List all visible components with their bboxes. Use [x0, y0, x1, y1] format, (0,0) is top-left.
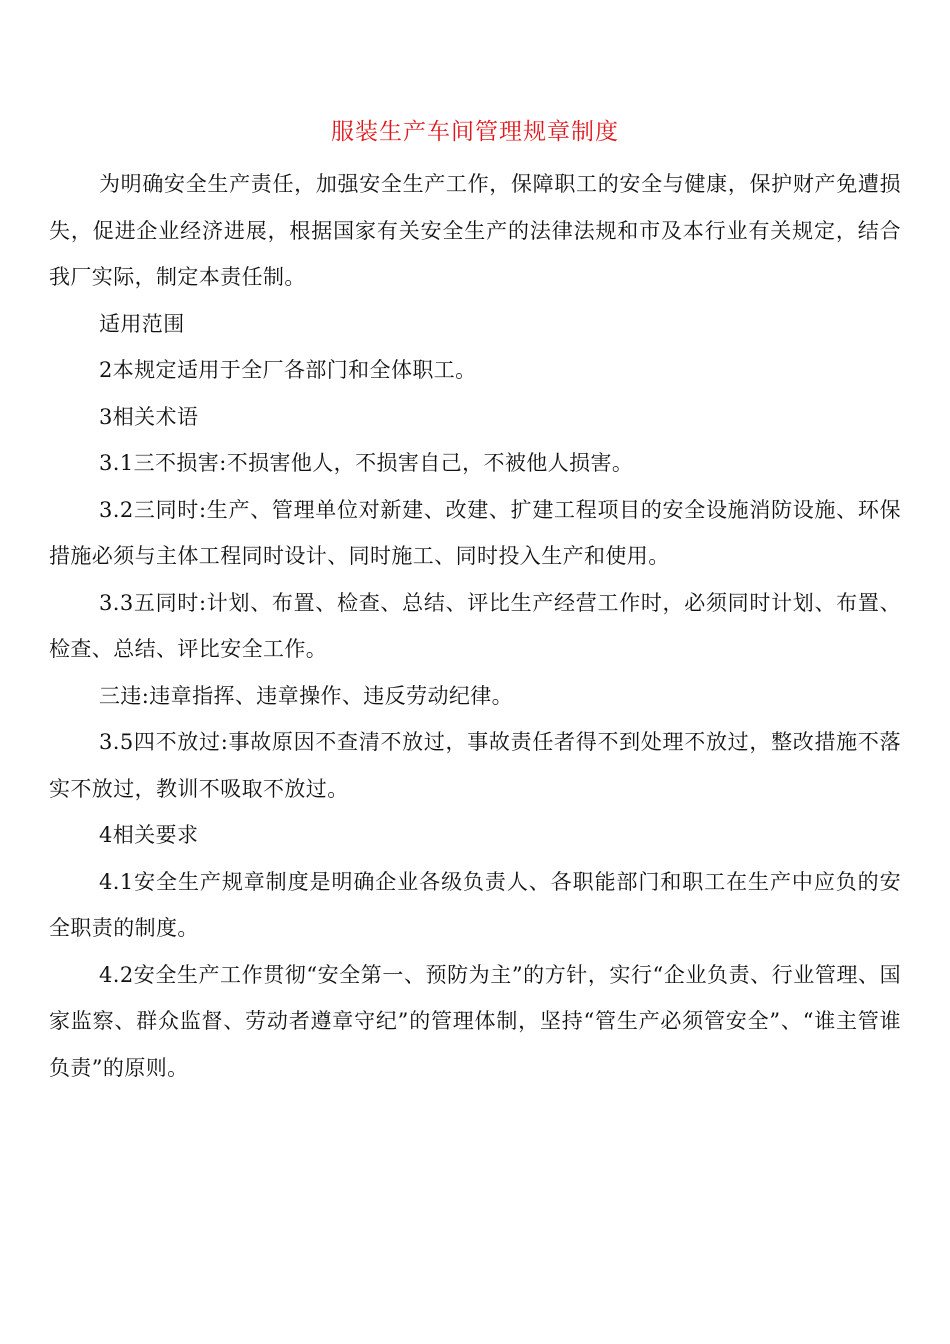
paragraph-requirements-heading: 4相关要求: [99, 823, 199, 847]
paragraph-scope: 2本规定适用于全厂各部门和全体职工。: [99, 358, 477, 382]
document-title: 服装生产车间管理规章制度: [331, 119, 619, 145]
paragraph-term-3-2: 3.2三同时:生产、管理单位对新建、改建、扩建工程项目的安全设施消防设施、环保措施必须与主体工程同时设计、同时施工、同时投入生产和使用。: [49, 497, 901, 568]
paragraph-requirement-4-1: 4.1安全生产规章制度是明确企业各级负责人、各职能部门和职工在生产中应负的安全职责的制度。: [49, 869, 901, 940]
paragraph-scope-heading: 适用范围: [99, 311, 185, 336]
paragraph-term-three-violations: 三违:违章指挥、违章操作、违反劳动纪律。: [99, 683, 514, 708]
paragraph-intro: 为明确安全生产责任，加强安全生产工作，保障职工的安全与健康，保护财产免遭损失，促进企业经济进展，根据国家有关安全生产的法律法规和市及本行业有关规定，结合我厂实际，制定本责任制。: [49, 172, 901, 289]
paragraph-term-3-1: 3.1三不损害:不损害他人，不损害自己，不被他人损害。: [99, 451, 634, 475]
paragraph-terms-heading: 3相关术语: [99, 404, 199, 429]
paragraph-term-3-5: 3.5四不放过:事故原因不查清不放过，事故责任者得不到处理不放过，整改措施不落实不放过，教训不吸取不放过。: [49, 730, 901, 801]
paragraph-term-3-3: 3.3五同时:计划、布置、检查、总结、评比生产经营工作时，必须同时计划、布置、检查、总结、评比安全工作。: [49, 590, 901, 661]
document-body: [49, 161, 901, 1091]
paragraph-requirement-4-2: 4.2安全生产工作贯彻“安全第一、预防为主”的方针，实行“企业负责、行业管理、国家监察、群众监督、劳动者遵章守纪”的管理体制，坚持“管生产必须管安全”、“谁主管谁负责”的原则。: [49, 962, 901, 1080]
